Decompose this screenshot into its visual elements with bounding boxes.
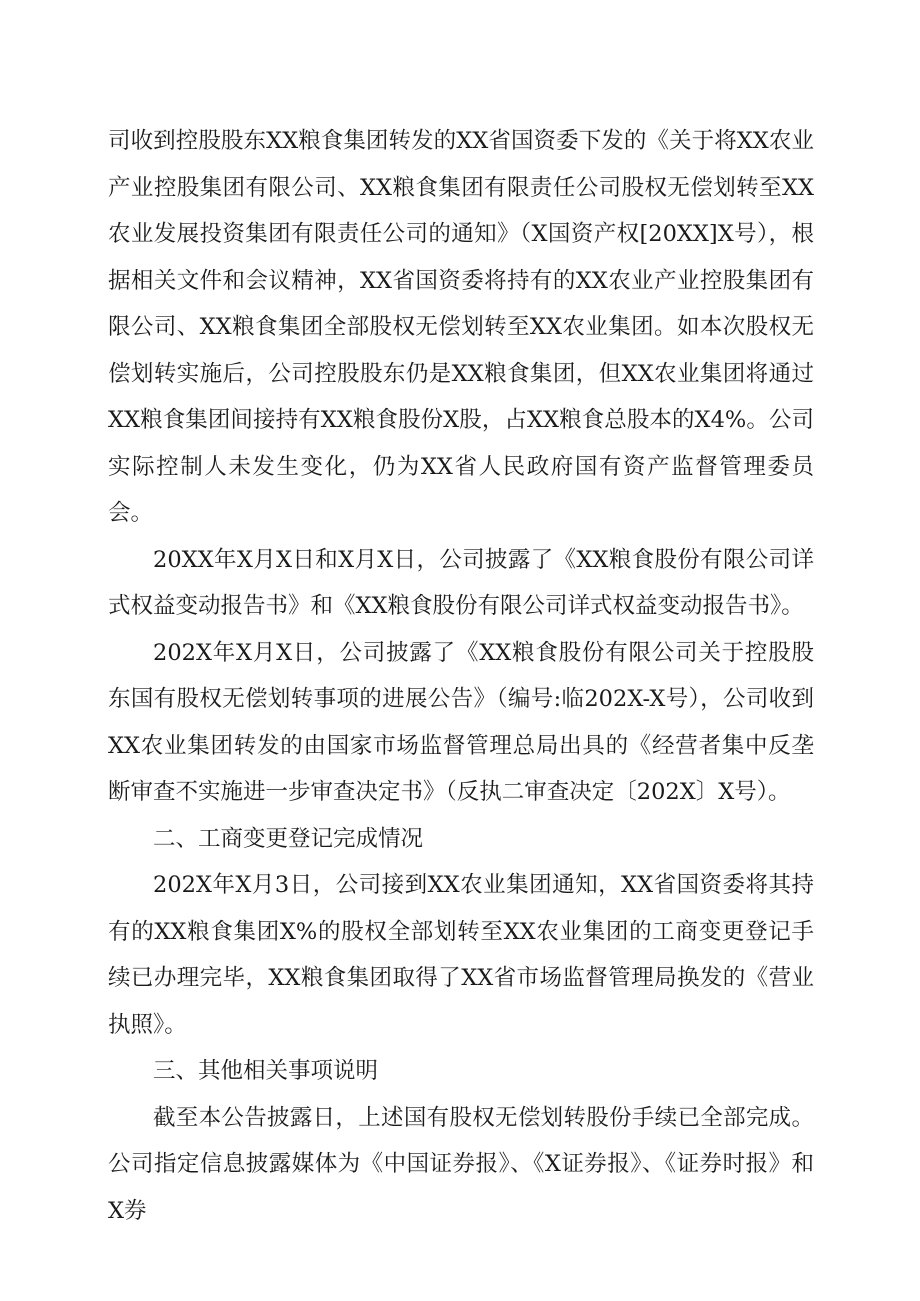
paragraph-continuation: 司收到控股股东XX粮食集团转发的XX省国资委下发的《关于将XX农业产业控股集团有限公司、XX粮食集团有限责任公司股权无偿划转至XX农业发展投资集团有限责任公司的通知》（X国资产权[20XX]X号），根据相关文件和会议精神，XX省国资委将持有的XX农业产业控股集团有限公司、XX粮食集团全部股权无偿划转至XX农业集团。如本次股权无偿划转实施后，公司控股股东仍是XX粮食集团，但XX农业集团将通过XX粮食集团间接持有XX粮食股份X股，占XX粮食总股本的X4%。公司实际控制人未发生变化，仍为XX省人民政府国有资产监督管理委员会。 xyxy=(108,128,814,526)
paragraph-registration-complete: 202X年X月3日，公司接到XX农业集团通知，XX省国资委将其持有的XX粮食集团X%的股权全部划转至XX农业集团的工商变更登记手续已办理完毕，XX粮食集团取得了XX省市场监督管理局换发的《营业执照》。 xyxy=(108,872,814,1038)
section-heading-registration: 二、工商变更登记完成情况 xyxy=(153,825,424,852)
section-heading-other-matters: 三、其他相关事项说明 xyxy=(153,1058,379,1084)
paragraph-disclosure-report: 20XX年X月X日和X月X日，公司披露了《XX粮食股份有限公司详式权益变动报告书》和《XX粮食股份有限公司详式权益变动报告书》。 xyxy=(108,546,814,619)
paragraph-other-matters: 截至本公告披露日，上述国有股权无偿划转股份手续已全部完成。公司指定信息披露媒体为《中国证券报》、《X证券报》、《证券时报》和X券 xyxy=(108,1104,814,1224)
document-body xyxy=(108,118,814,1234)
paragraph-progress-announcement: 202X年X月X日，公司披露了《XX粮食股份有限公司关于控股股东国有股权无偿划转事项的进展公告》（编号:临202X-X号），公司收到XX农业集团转发的由国家市场监督管理总局出具的《经营者集中反垄断审查不实施进一步审查决定书》（反执二审查决定〔202X〕X号）。 xyxy=(108,639,814,805)
